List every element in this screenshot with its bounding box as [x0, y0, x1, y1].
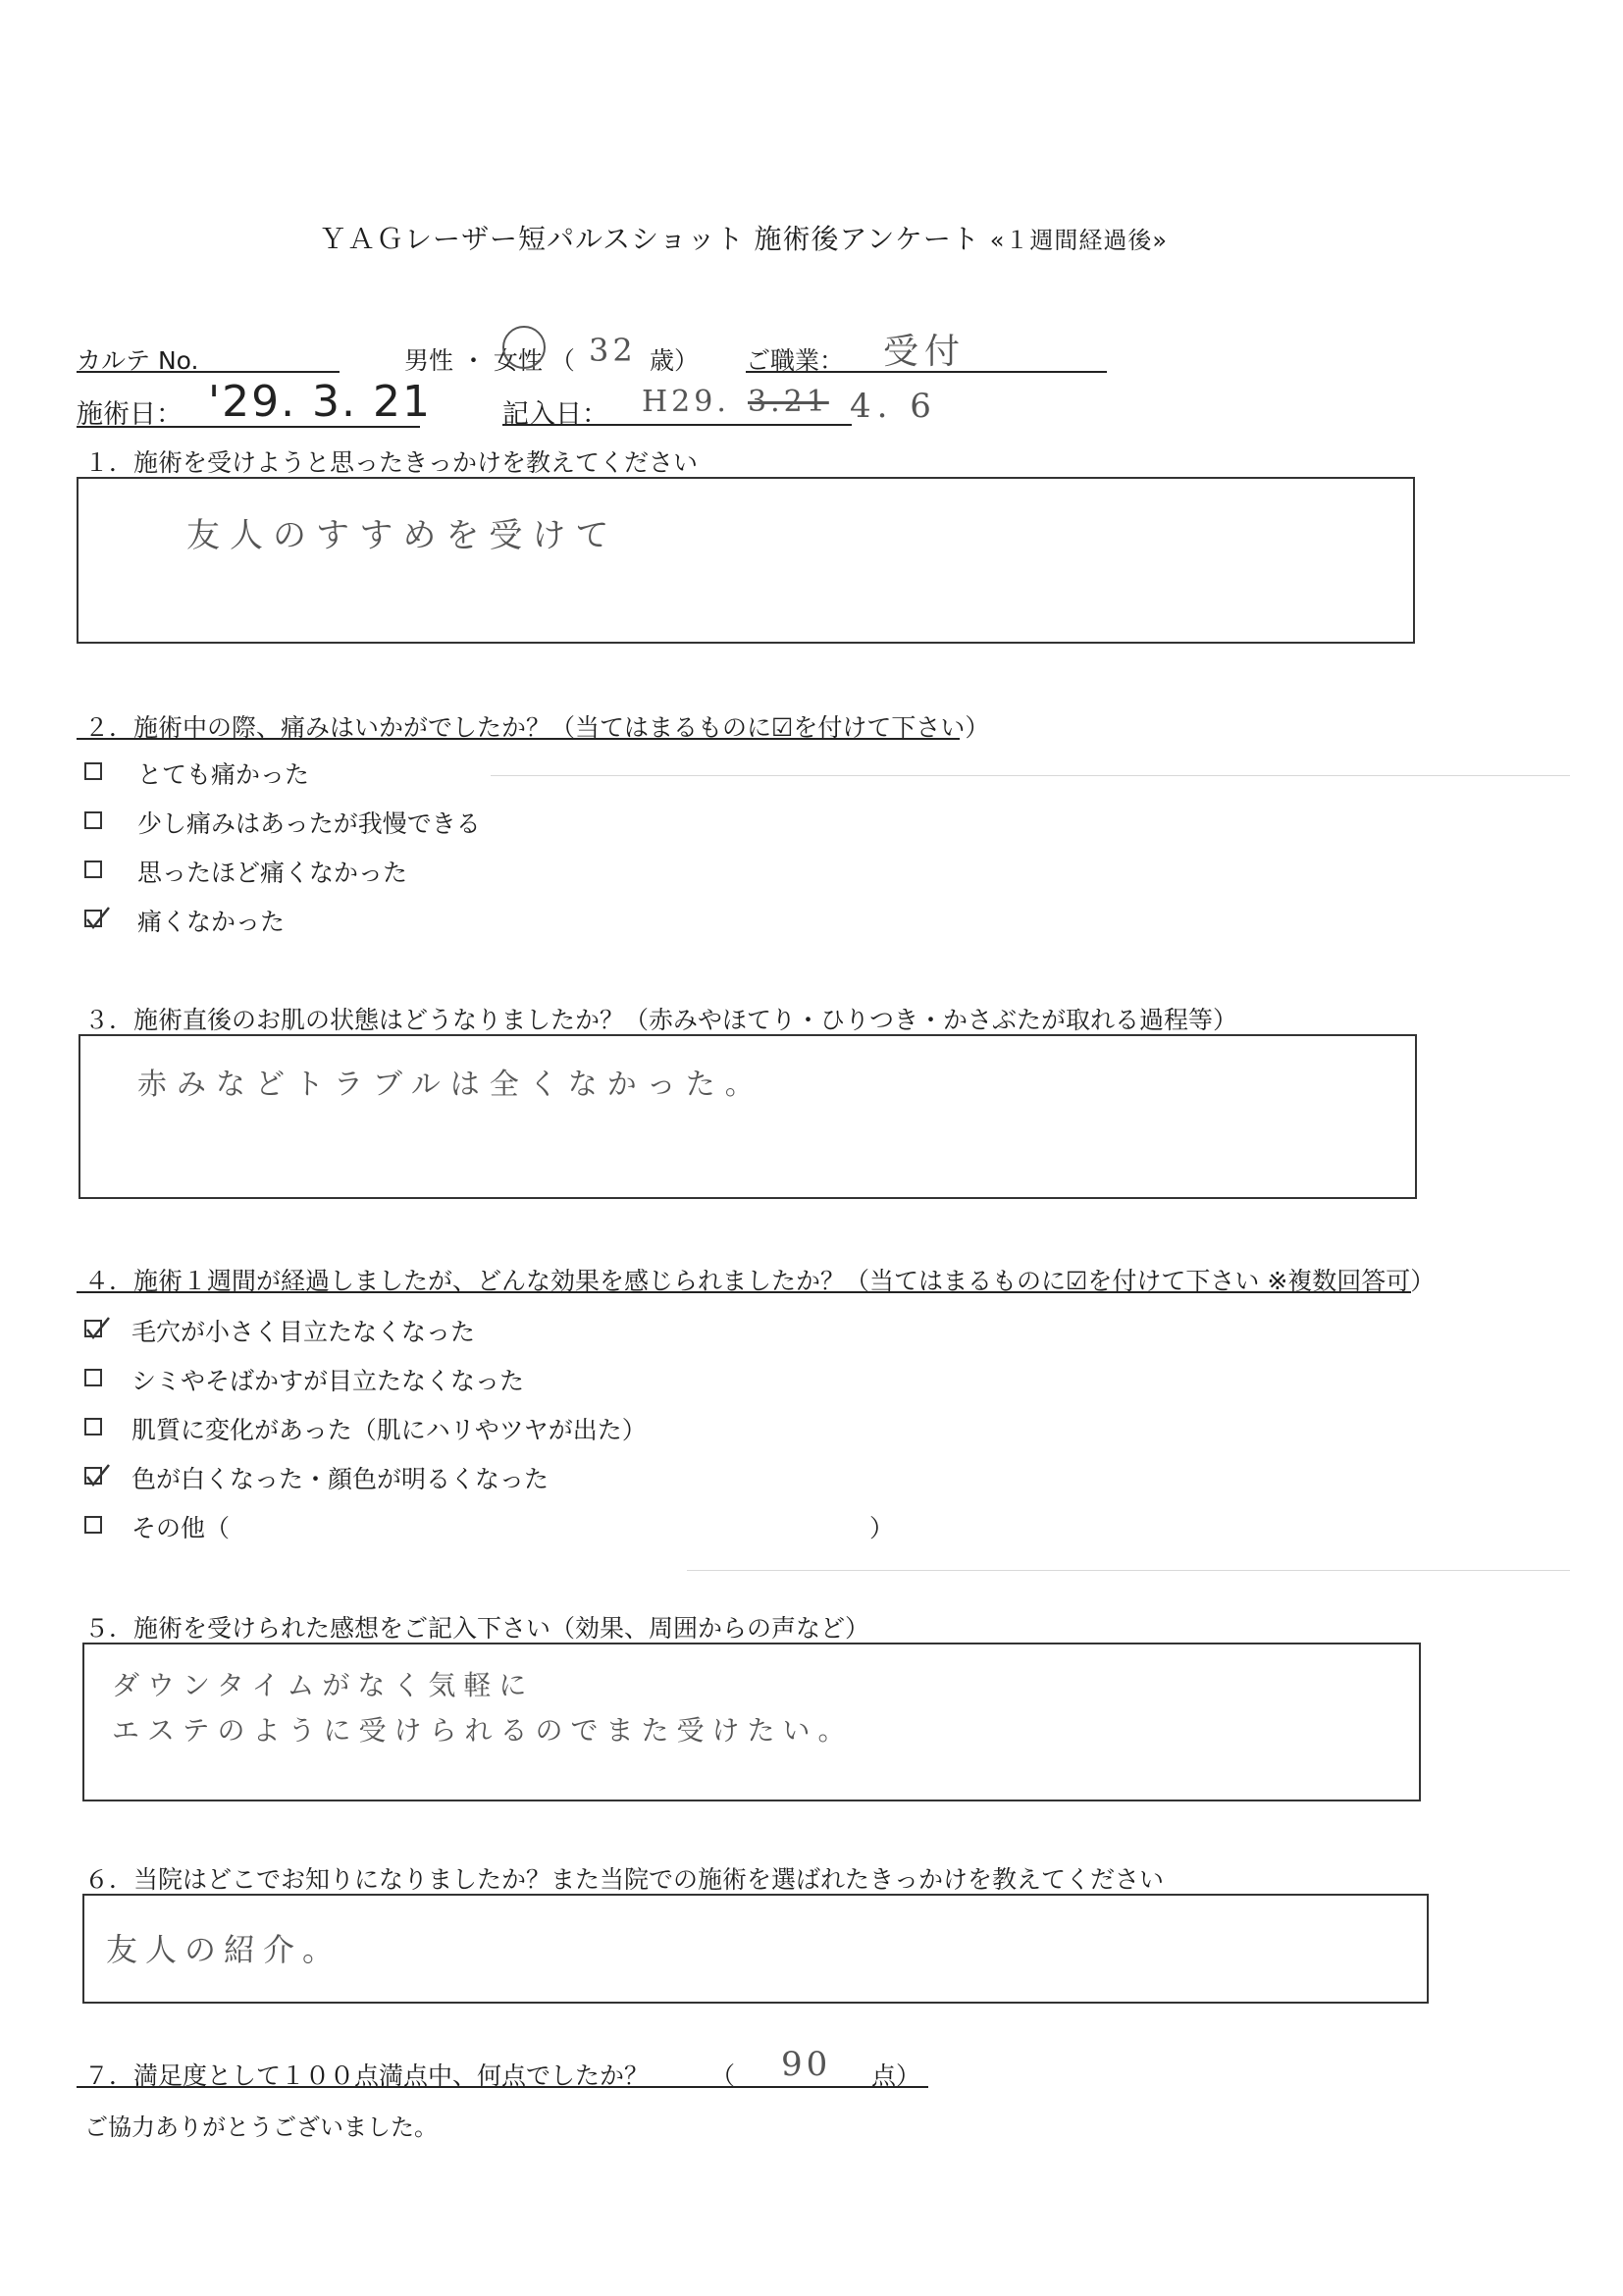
- entry-date-underline: [502, 424, 852, 426]
- age-suffix: 歳）: [650, 346, 700, 375]
- treatment-date-underline: [77, 426, 420, 428]
- q4-option-2: 肌質に変化があった（肌にハリやツヤが出た）: [131, 1416, 647, 1444]
- q4-checkbox-4[interactable]: [84, 1516, 102, 1534]
- q2-checkbox-0[interactable]: [84, 762, 102, 780]
- q4-other-close: ）: [869, 1514, 895, 1542]
- entry-date-struck: 3.21: [748, 385, 829, 419]
- q4-option-3: 色が白くなった・顔色が明るくなった: [131, 1465, 550, 1493]
- check-mark-icon: [83, 902, 113, 931]
- q1-answer: 友人のすすめを受けて: [186, 516, 619, 555]
- gender-label: 男性 ・ 女性 （: [404, 346, 575, 375]
- treatment-date-label: 施術日：: [77, 399, 183, 430]
- karte-underline: [77, 371, 340, 373]
- q4-option-4: その他（: [131, 1514, 231, 1542]
- karte-label: カルテ No.: [77, 346, 199, 375]
- q4-option-1: シミやそばかすが目立たなくなった: [131, 1367, 525, 1395]
- q7-underline: [77, 2086, 928, 2088]
- q4-option-0: 毛穴が小さく目立たなくなった: [131, 1318, 476, 1346]
- survey-title: [319, 218, 1168, 257]
- q2-checkbox-1[interactable]: [84, 811, 102, 829]
- survey-title-suffix: «１週間経過後»: [989, 227, 1169, 254]
- occupation-label: ご職業：: [746, 346, 845, 375]
- q2-checkbox-2[interactable]: [84, 861, 102, 878]
- q4-checkbox-0-checked[interactable]: [84, 1320, 102, 1337]
- q3-label: ３．施術直後のお肌の状態はどうなりましたか？（赤みやほてり・ひりつき・かさぶたが取れる過程等）: [84, 1006, 1238, 1034]
- entry-date-label: 記入日：: [502, 399, 608, 430]
- q7-score: 90: [781, 2045, 832, 2084]
- q5-answer-box: [82, 1643, 1421, 1801]
- q5-label: ５．施術を受けられた感想をご記入下さい（効果、周囲からの声など）: [84, 1614, 870, 1643]
- q2-option-0: とても痛かった: [137, 760, 310, 789]
- age-value: 32: [589, 332, 637, 369]
- treatment-date-value: '29. 3. 21: [208, 377, 433, 427]
- check-mark-icon: [83, 1459, 113, 1488]
- scan-line: [491, 775, 1570, 776]
- q4-checkbox-1[interactable]: [84, 1369, 102, 1386]
- q2-checkbox-3-checked[interactable]: [84, 910, 102, 927]
- q5-answer-line1: ダウンタイムがなく気軽に: [112, 1669, 535, 1701]
- q6-label: ６．当院はどこでお知りになりましたか？また当院での施術を選ばれたきっかけを教えてください: [84, 1865, 1165, 1894]
- q4-label: ４．施術１週間が経過しましたが、どんな効果を感じられましたか？（当てはまるものに☑を付けて下さい ※複数回答可）: [84, 1267, 1436, 1295]
- q3-answer: 赤みなどトラブルは全くなかった。: [137, 1068, 764, 1102]
- scan-line: [687, 1570, 1570, 1571]
- q7-open-paren: （: [710, 2061, 736, 2090]
- entry-date-value: 4. 6: [850, 387, 937, 426]
- q7-unit: 点）: [871, 2061, 921, 2090]
- q1-answer-box: [77, 477, 1415, 644]
- occupation-value: 受付: [883, 332, 967, 372]
- check-mark-icon: [83, 1312, 113, 1341]
- q2-label: ２．施術中の際、痛みはいかがでしたか？（当てはまるものに☑を付けて下さい）: [84, 713, 990, 742]
- q4-checkbox-2[interactable]: [84, 1418, 102, 1435]
- gender-circle-mark: [502, 326, 546, 369]
- occupation-underline: [746, 371, 1107, 373]
- closing-text: ご協力ありがとうございました。: [84, 2113, 438, 2141]
- q1-label: １．施術を受けようと思ったきっかけを教えてください: [84, 448, 699, 477]
- survey-title-text: ＹＡＧレーザー短パルスショット 施術後アンケート: [319, 223, 980, 255]
- q5-answer-line2: エステのように受けられるのでまた受けたい。: [112, 1714, 854, 1747]
- q2-option-1: 少し痛みはあったが我慢できる: [137, 809, 481, 838]
- q4-checkbox-3-checked[interactable]: [84, 1467, 102, 1485]
- q2-underline: [77, 738, 960, 740]
- q7-label: ７．満足度として１００点満点中、何点でしたか？: [84, 2061, 650, 2090]
- entry-date-prefix: H29.: [642, 385, 730, 419]
- q4-underline: [77, 1291, 1411, 1293]
- q2-option-3: 痛くなかった: [137, 908, 286, 936]
- q6-answer-box: [82, 1894, 1429, 2004]
- q2-option-2: 思ったほど痛くなかった: [137, 859, 408, 887]
- q3-answer-box: [79, 1034, 1417, 1199]
- q6-answer: 友人の紹介。: [106, 1931, 342, 1968]
